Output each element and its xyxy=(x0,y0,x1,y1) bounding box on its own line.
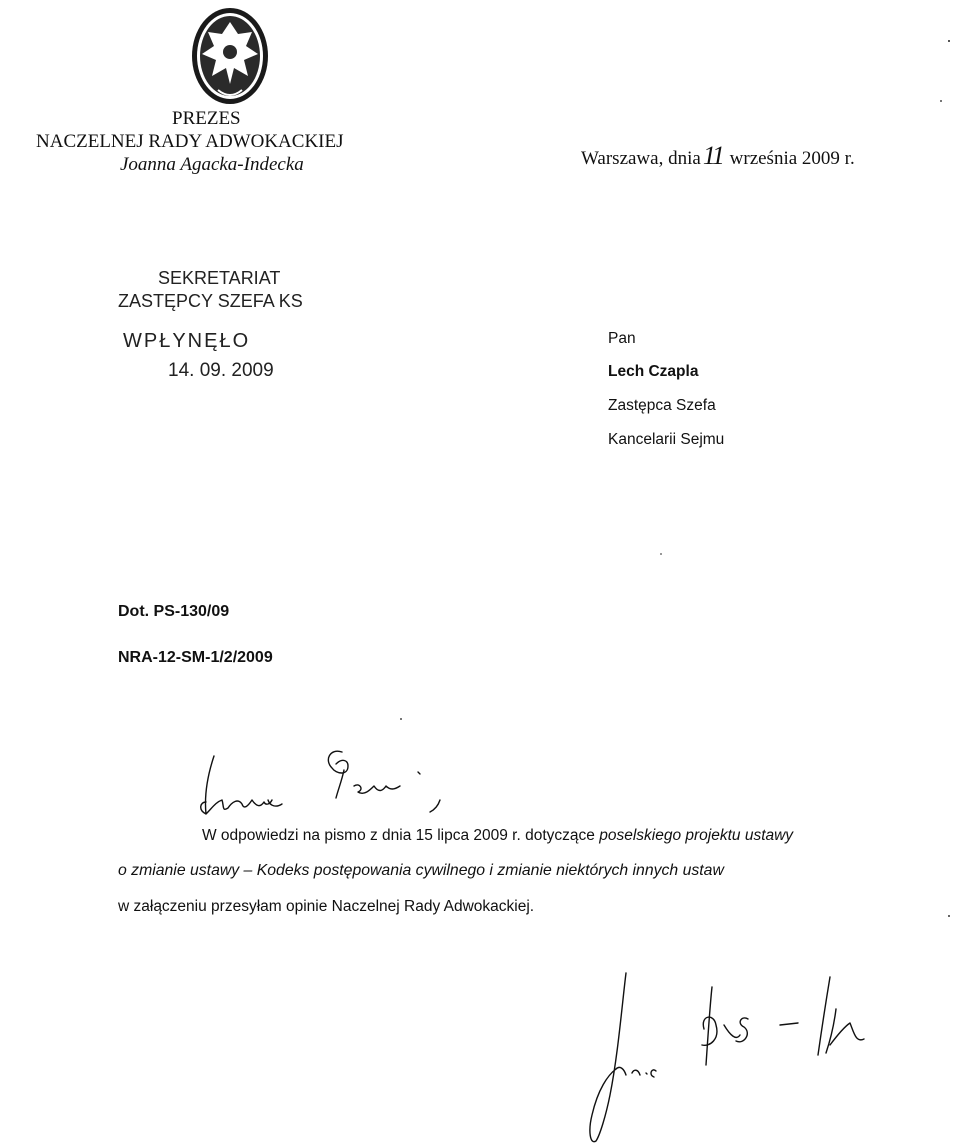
body-line-3: w załączeniu przesyłam opinie Naczelnej Rady Adwokackiej. xyxy=(118,898,535,915)
body-line-2: o zmianie ustawy – Kodeks postępowania cywilnego i zmianie niektórych innych ustaw xyxy=(118,862,724,879)
sender-title: PREZES xyxy=(172,108,241,129)
eagle-emblem-icon xyxy=(188,4,272,108)
date-day: 11 xyxy=(702,141,723,170)
stamp-received-label: WPŁYNĘŁO xyxy=(123,330,251,352)
date-line xyxy=(581,141,855,170)
scan-speck xyxy=(940,100,942,102)
reference-dot: Dot. PS-130/09 xyxy=(118,603,230,620)
reference-nra: NRA-12-SM-1/2/2009 xyxy=(118,649,273,666)
scan-speck xyxy=(948,40,950,42)
body-line-1-text: W odpowiedzi na pismo z dnia 15 lipca 2009 r. dotyczące xyxy=(202,827,600,844)
scan-speck xyxy=(660,553,662,555)
stamp-line1: SEKRETARIAT xyxy=(158,268,281,288)
closing-signature xyxy=(560,965,890,1145)
recipient-name: Lech Czapla xyxy=(608,363,699,380)
recipient-office: Kancelarii Sejmu xyxy=(608,431,725,448)
stamp-line2: ZASTĘPCY SZEFA KS xyxy=(118,291,303,311)
recipient-position: Zastępca Szefa xyxy=(608,397,716,414)
date-prefix: Warszawa, dnia xyxy=(581,148,701,169)
date-suffix: września 2009 r. xyxy=(729,148,855,169)
recipient-salutation: Pan xyxy=(608,330,636,347)
body-line-1-italic: poselskiego projektu ustawy xyxy=(599,827,794,844)
stamp-received-date: 14. 09. 2009 xyxy=(168,360,274,381)
sender-organization: NACZELNEJ RADY ADWOKACKIEJ xyxy=(36,131,344,152)
scan-speck xyxy=(948,915,950,917)
handwritten-salutation xyxy=(196,746,466,822)
body-line-1 xyxy=(202,827,793,845)
scan-speck xyxy=(400,718,402,720)
sender-name: Joanna Agacka-Indecka xyxy=(120,154,304,175)
